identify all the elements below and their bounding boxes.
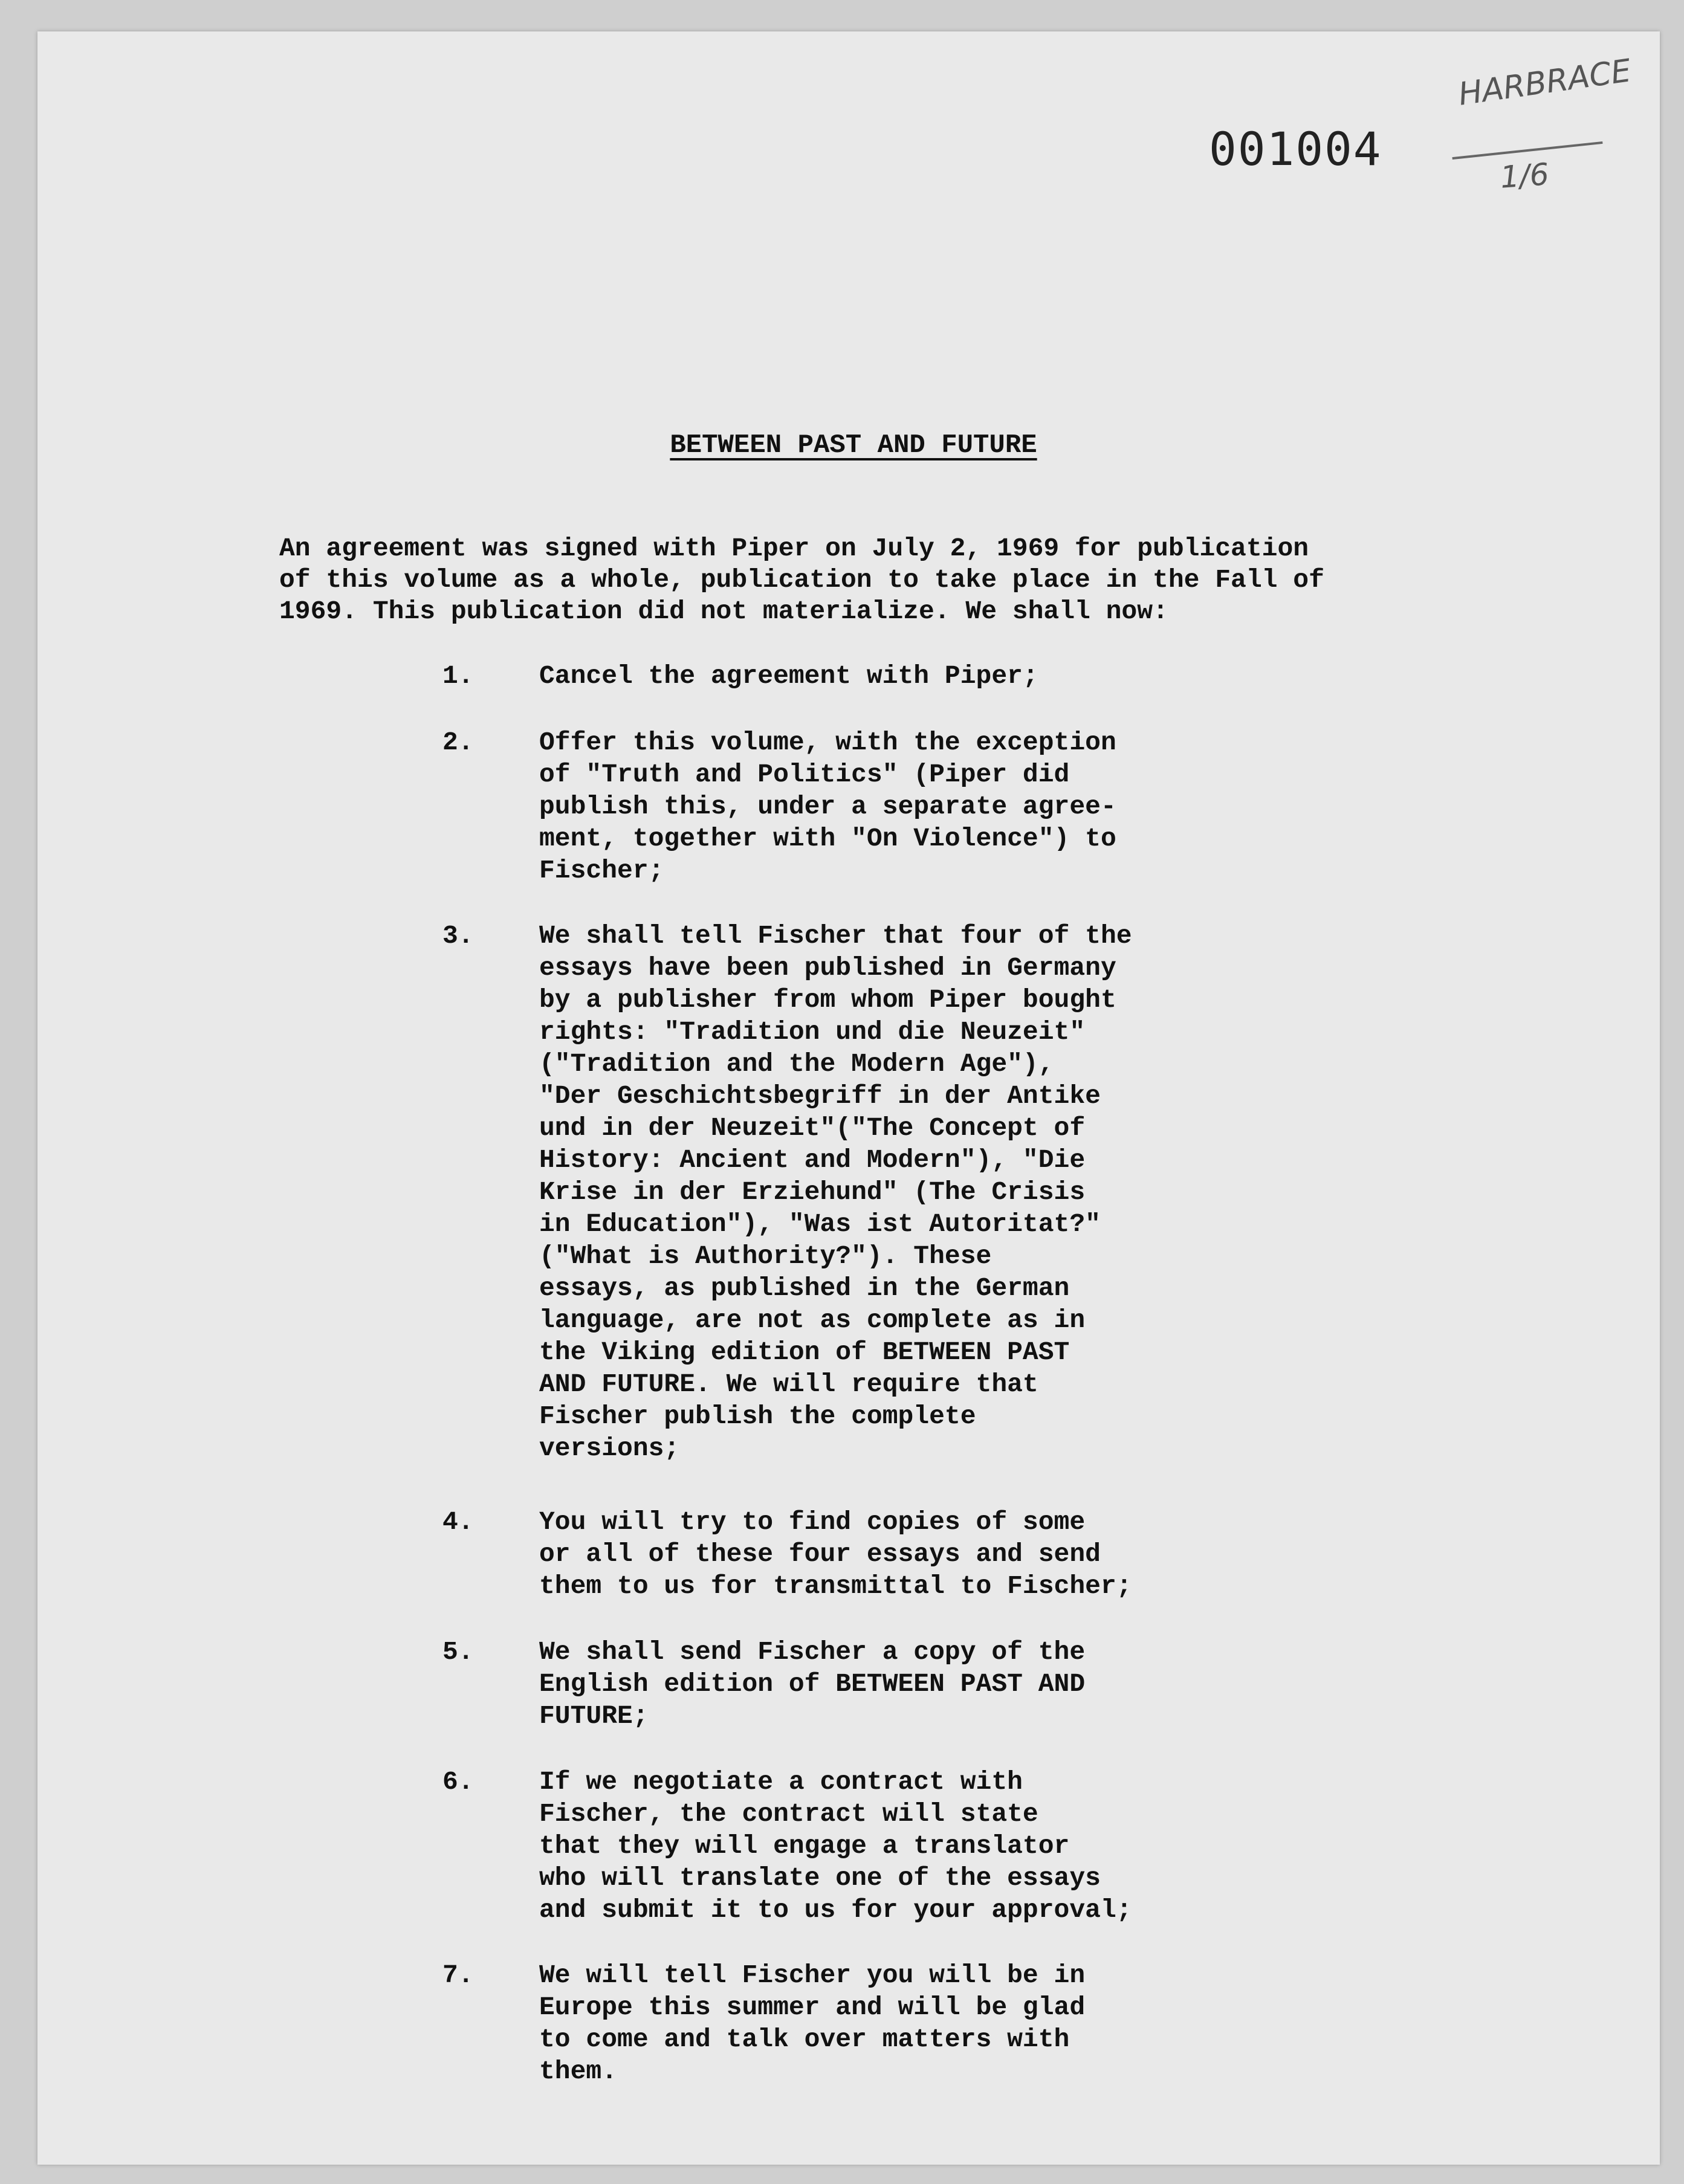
list-item-text: We shall tell Fischer that four of the essays have been published in Germany by a publisher from whom Piper bought rights: "Tradition und die Neuzeit" ("Tradition and the Modern Age"), "Der Geschichtsbegriff in der Antike und in der Neuzeit"("The Concept of History: Ancient and Modern"), "Die Krise in der Erziehund" (The Crisis in Education"), "Was ist Autoritat?" ("What is Authority?"). These essays, as published in the German language, are not as complete as in the Viking edition of BETWEEN PAST AND FUTURE. We will require that Fischer publish the complete versions; [539,921,1132,1463]
list-item-number: 6. [442,1767,474,1797]
list-item-number: 3. [442,921,474,951]
handwritten-underline [1452,141,1602,160]
document-title: BETWEEN PAST AND FUTURE [670,430,1037,460]
list-item-text: We will tell Fischer you will be in Europe this summer and will be glad to come and talk over matters with them. [539,1960,1086,2086]
list-item-number: 2. [442,728,474,757]
document-page [37,31,1660,2165]
list-item-text: We shall send Fischer a copy of the English edition of BETWEEN PAST AND FUTURE; [539,1637,1086,1731]
document-number: 001004 [1209,122,1382,176]
list-item-number: 5. [442,1637,474,1667]
list-item-number: 4. [442,1507,474,1537]
list-item-text: If we negotiate a contract with Fischer, the contract will state that they will engage a translator who will translate one of the essays and submit it to us for your approval; [539,1767,1132,1925]
list-item-text: Offer this volume, with the exception of "Truth and Politics" (Piper did publish this, under a separate agree- ment, together with "On Violence") to Fischer; [539,728,1116,885]
list-item-text: You will try to find copies of some or all of these four essays and send them to us for transmittal to Fischer; [539,1507,1132,1601]
handwritten-note-bottom: 1/6 [1499,157,1550,195]
list-item-text: Cancel the agreement with Piper; [539,661,1038,691]
list-item-number: 7. [442,1960,474,1990]
intro-paragraph: An agreement was signed with Piper on July 2, 1969 for publication of this volume as a whole, publication to take place in the Fall of 1969. This publication did not materialize. We shall now: [279,534,1324,626]
list-item-number: 1. [442,661,474,691]
handwritten-note-top: HARBRACE [1456,53,1634,113]
